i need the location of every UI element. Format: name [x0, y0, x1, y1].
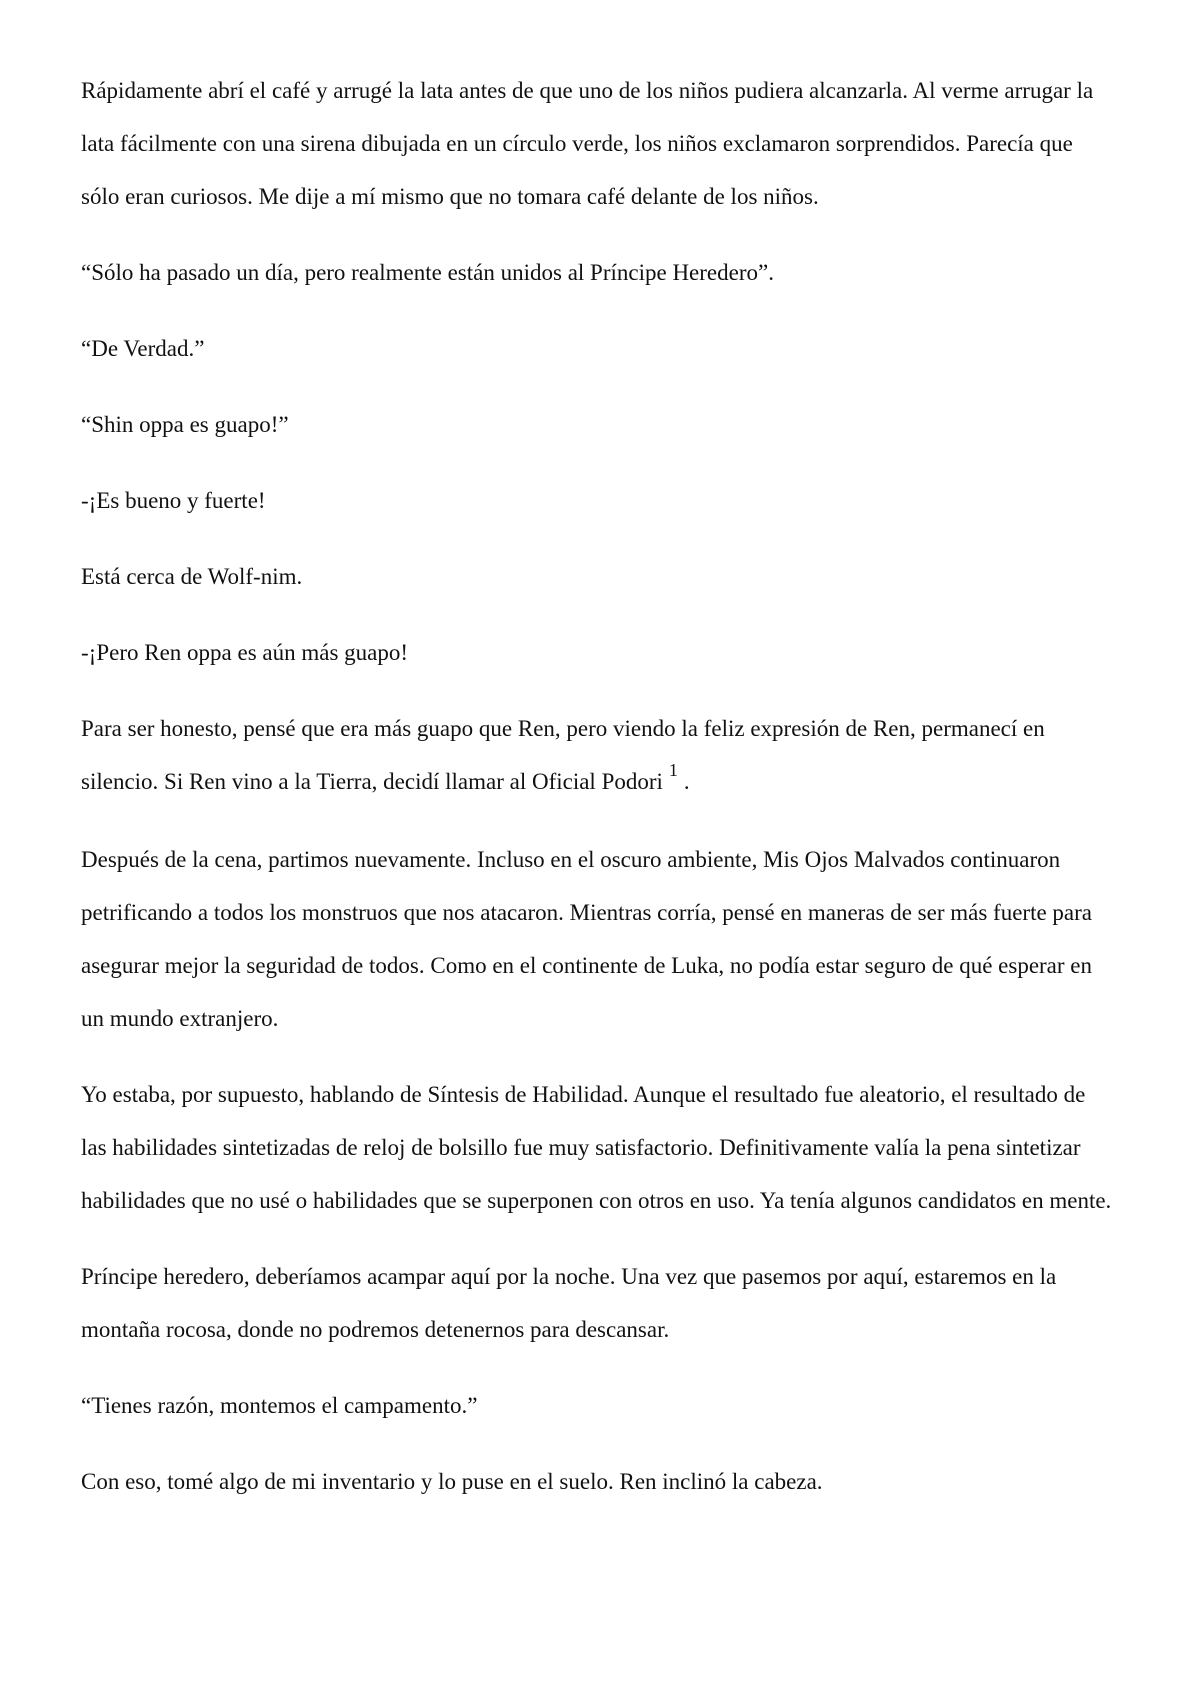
paragraph: “De Verdad.” [81, 336, 205, 361]
paragraph: -¡Es bueno y fuerte! [81, 488, 266, 513]
paragraph: “Shin oppa es guapo!” [81, 412, 289, 437]
paragraph: “Sólo ha pasado un día, pero realmente están unidos al Príncipe Heredero”. [81, 260, 774, 285]
paragraph: Está cerca de Wolf-nim. [81, 564, 303, 589]
paragraph-text: Para ser honesto, pensé que era más guapo que Ren, pero viendo la feliz expresión de Ren, permanecí en silencio. Si Ren vino a la Tierra, decidí llamar al Oficial Podori [81, 716, 1045, 794]
paragraph: -¡Pero Ren oppa es aún más guapo! [81, 640, 409, 665]
paragraph: Con eso, tomé algo de mi inventario y lo puse en el suelo. Ren inclinó la cabeza. [81, 1469, 823, 1494]
paragraph-end: . [683, 769, 690, 794]
footnote-reference[interactable]: 1 [668, 760, 678, 780]
paragraph: Príncipe heredero, deberíamos acampar aquí por la noche. Una vez que pasemos por aquí, estaremos en la montaña rocosa, donde no podremos detenernos para descansar. [81, 1264, 1057, 1342]
document-page [81, 64, 1116, 1531]
paragraph: Rápidamente abrí el café y arrugé la lata antes de que uno de los niños pudiera alcanzarla. Al verme arrugar la lata fácilmente con una sirena dibujada en un círculo verde, los niños exclamaron sorprendidos. Parecía que sólo eran curiosos. Me dije a mí mismo que no tomara café delante de los niños. [81, 78, 1094, 209]
paragraph-with-footnote [81, 702, 1116, 810]
paragraph: Después de la cena, partimos nuevamente. Incluso en el oscuro ambiente, Mis Ojos Malvados continuaron petrificando a todos los monstruos que nos atacaron. Mientras corría, pensé en maneras de ser más fuerte para asegurar mejor la seguridad de todos. Como en el continente de Luka, no podía estar seguro de qué esperar en un mundo extranjero. [81, 847, 1093, 1031]
paragraph: Yo estaba, por supuesto, hablando de Síntesis de Habilidad. Aunque el resultado fue aleatorio, el resultado de las habilidades sintetizadas de reloj de bolsillo fue muy satisfactorio. Definitivamente valía la pena sintetizar habilidades que no usé o habilidades que se superponen con otros en uso. Ya tenía algunos candidatos en mente. [81, 1082, 1112, 1213]
paragraph: “Tienes razón, montemos el campamento.” [81, 1393, 478, 1418]
